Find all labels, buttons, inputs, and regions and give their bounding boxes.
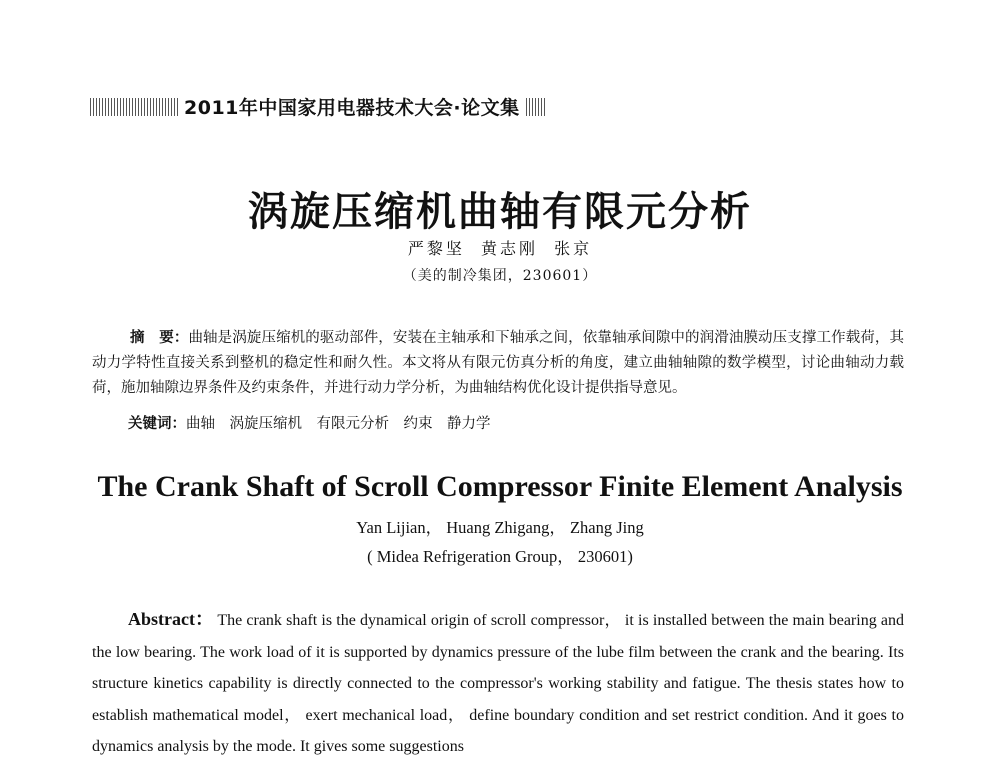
conference-header-text: 2011年中国家用电器技术大会·论文集 [184, 97, 520, 119]
authors-en: Yan Lijian， Huang Zhigang， Zhang Jing [356, 518, 644, 537]
header-right-hatch-bar [526, 98, 546, 116]
conference-header [90, 93, 546, 120]
abstract-cn [92, 326, 904, 401]
header-left-hatch-bar [90, 98, 178, 116]
abstract-en-text: The crank shaft is the dynamical origin of scroll compressor， it is installed between the main bearing and the low bearing. The work load of it is supported by dynamics pressure of the lube film between the crank and the bearing. Its structure kinetics capability is directly connected to the compressor's working stability and fatigue. The thesis states how to establish mathematical model， exert mechanical load， define boundary condition and set restrict condition. And it goes to dynamics analysis by the mode. It gives some suggestions [92, 612, 905, 755]
affiliation-en: ( Midea Refrigeration Group， 230601) [367, 547, 633, 566]
abstract-cn-label: 摘 要： [130, 330, 189, 346]
keywords-cn-text: 曲轴 涡旋压缩机 有限元分析 约束 静力学 [186, 416, 491, 432]
paper-title-cn: 涡旋压缩机曲轴有限元分析 [248, 188, 752, 235]
authors-cn: 严黎坚 黄志刚 张京 [407, 239, 593, 258]
keywords-cn [128, 412, 491, 433]
abstract-en-label: Abstract： [128, 609, 214, 629]
affiliation-cn: （美的制冷集团，230601） [402, 268, 598, 284]
abstract-en [92, 604, 904, 763]
paper-title-en: The Crank Shaft of Scroll Compressor Finite Element Analysis [97, 470, 903, 503]
abstract-cn-text: 曲轴是涡旋压缩机的驱动部件，安装在主轴承和下轴承之间，依靠轴承间隙中的润滑油膜动压支撑工作载荷，其动力学特性直接关系到整机的稳定性和耐久性。本文将从有限元仿真分析的角度，建立曲轴轴隙的数学模型，讨论曲轴动力载荷，施加轴隙边界条件及约束条件，并进行动力学分析，为曲轴结构优化设计提供指导意见。 [92, 330, 905, 396]
keywords-cn-label: 关键词： [128, 416, 186, 432]
